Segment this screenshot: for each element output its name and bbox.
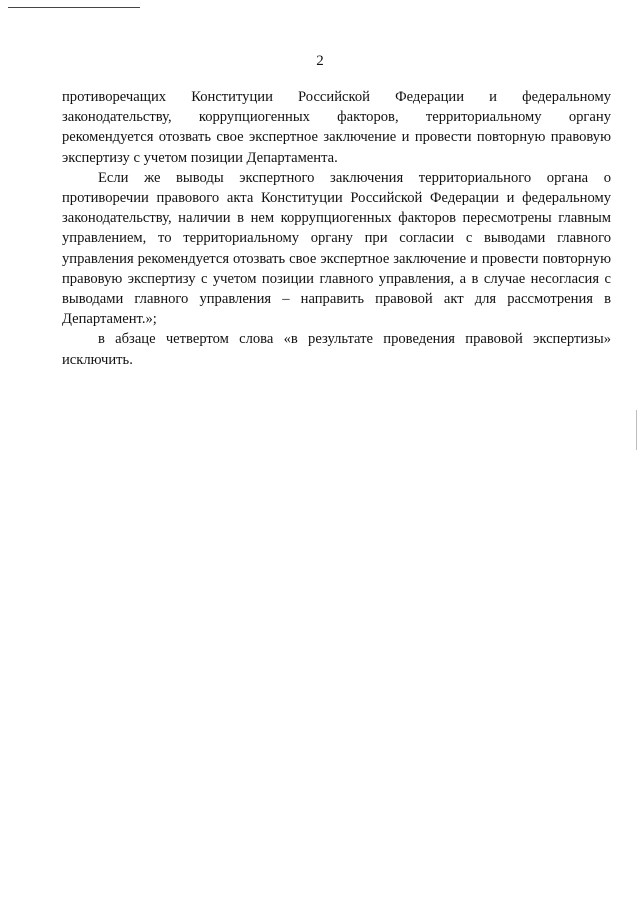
header-rule: [8, 7, 140, 8]
scan-edge-mark: [636, 410, 637, 450]
paragraph-review-conclusion: Если же выводы экспертного заключения территориального органа о противоречии правового акта Конституции Российской Федерации и федеральному законодательству, наличии в нем коррупциогенных факторов пересмотрены главным управлением, то территориальному органу при согласии с выводами главного управления рекомендуется отозвать свое экспертное заключение и провести повторную правовую экспертизу с учетом позиции главного управления, а в случае несогласия с выводами главного управления – направить правовой акт для рассмотрения в Департамент.»;: [62, 169, 611, 328]
document-body: [62, 87, 611, 370]
paragraph-continuation: противоречащих Конституции Российской Федерации и федеральному законодательству, коррупциогенных факторов, территориальному органу рекомендуется отозвать свое экспертное заключение и провести повторную правовую экспертизу с учетом позиции Департамента.: [62, 89, 611, 166]
paragraph-amendment: в абзаце четвертом слова «в результате проведения правовой экспертизы» исключить.: [62, 331, 611, 368]
page-number: 2: [316, 53, 324, 69]
